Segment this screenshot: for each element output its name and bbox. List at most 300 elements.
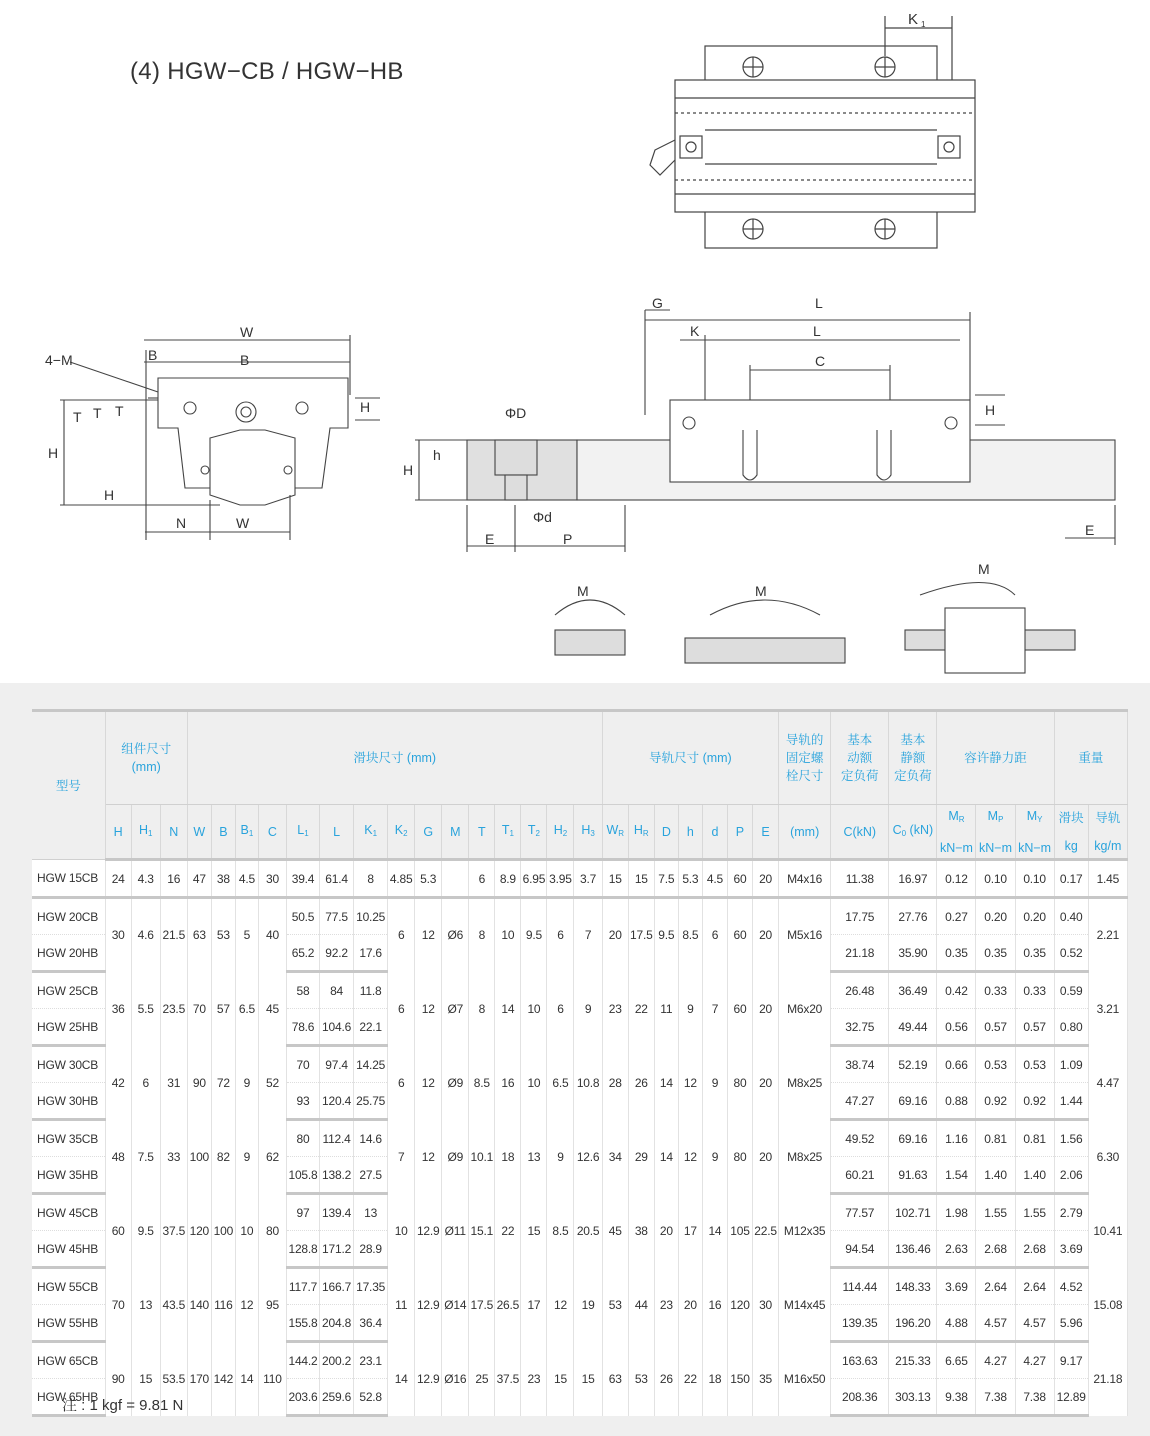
hdr-bolt-unit: (mm) bbox=[779, 805, 831, 860]
svg-text:1: 1 bbox=[921, 20, 926, 29]
cross-section-drawing bbox=[40, 320, 390, 540]
cell-t1: 14 bbox=[495, 972, 521, 1046]
cell-h2: 6 bbox=[547, 898, 574, 972]
cell-my: 1.55 bbox=[1015, 1194, 1054, 1231]
cell-d: 11 bbox=[654, 972, 678, 1046]
model-cell: HGW 65CB bbox=[32, 1342, 105, 1379]
cell-mr: 6.65 bbox=[937, 1342, 976, 1379]
cell-my: 7.38 bbox=[1015, 1379, 1054, 1416]
cell-h: 48 bbox=[105, 1120, 131, 1194]
cell-w: 70 bbox=[187, 972, 211, 1046]
cell-k1: 23.1 bbox=[354, 1342, 388, 1379]
cell-bolt: M4x16 bbox=[779, 860, 831, 898]
cell-l: 259.6 bbox=[320, 1379, 354, 1416]
cell-d: 7 bbox=[702, 972, 727, 1046]
cell-my: 0.81 bbox=[1015, 1120, 1054, 1157]
dim-header-b1: $B_1$ bbox=[235, 805, 258, 860]
cell-w: 90 bbox=[187, 1046, 211, 1120]
cell-h3: 19 bbox=[574, 1268, 602, 1342]
dim-header-wr: $W_R$ bbox=[602, 805, 628, 860]
model-cell: HGW 35CB bbox=[32, 1120, 105, 1157]
cell-my: 4.27 bbox=[1015, 1342, 1054, 1379]
k1-label: K bbox=[908, 11, 919, 28]
cell-my: 2.68 bbox=[1015, 1231, 1054, 1268]
cell-wr: 45 bbox=[602, 1194, 628, 1268]
page-title: (4) HGW−CB / HGW−HB bbox=[130, 58, 404, 85]
cell-m: Ø11 bbox=[442, 1194, 469, 1268]
cell-e: 20 bbox=[753, 1046, 779, 1120]
my-label: M bbox=[978, 561, 990, 577]
cell-hr: 29 bbox=[628, 1120, 654, 1194]
cell-t1: 8.9 bbox=[495, 860, 521, 898]
cell-c0: 196.20 bbox=[889, 1305, 937, 1342]
cell-h: 9 bbox=[678, 972, 702, 1046]
dim-header-d: D bbox=[654, 805, 678, 860]
side-view-drawing bbox=[395, 290, 1125, 560]
hdr-rail: 导轨尺寸 (mm) bbox=[602, 711, 778, 805]
cell-h3: 10.8 bbox=[574, 1046, 602, 1120]
cell-h3: 12.6 bbox=[574, 1120, 602, 1194]
cell-n: 33 bbox=[160, 1120, 187, 1194]
cell-kg: 0.40 bbox=[1054, 898, 1088, 935]
cell-d: 18 bbox=[702, 1342, 727, 1416]
wr-label: W bbox=[236, 515, 250, 531]
h3-label: H bbox=[985, 402, 996, 418]
cell-mr: 0.42 bbox=[937, 972, 976, 1009]
cell-h1: 5.5 bbox=[131, 972, 160, 1046]
cell-l1: 144.2 bbox=[286, 1342, 319, 1379]
cell-t1: 18 bbox=[495, 1120, 521, 1194]
cell-t: 10.1 bbox=[469, 1120, 495, 1194]
cell-b1: 9 bbox=[235, 1046, 258, 1120]
cell-l1: 65.2 bbox=[286, 935, 319, 972]
cell-g: 12 bbox=[415, 972, 442, 1046]
dim-header-h3: $H_3$ bbox=[574, 805, 602, 860]
cell-h3: 9 bbox=[574, 972, 602, 1046]
h-label: H bbox=[48, 445, 59, 461]
cell-k1: 25.75 bbox=[354, 1083, 388, 1120]
cell-d: 7.5 bbox=[654, 860, 678, 898]
cell-mp: 2.64 bbox=[976, 1268, 1015, 1305]
cell-t1: 26.5 bbox=[495, 1268, 521, 1342]
cell-m: Ø6 bbox=[442, 898, 469, 972]
cell-h: 17 bbox=[678, 1194, 702, 1268]
cell-mp: 4.27 bbox=[976, 1342, 1015, 1379]
cell-m: Ø7 bbox=[442, 972, 469, 1046]
cell-d: 20 bbox=[654, 1194, 678, 1268]
cell-t: 8.5 bbox=[469, 1046, 495, 1120]
cell-c0: 102.71 bbox=[889, 1194, 937, 1231]
cell-k1: 17.6 bbox=[354, 935, 388, 972]
cell-k2: 7 bbox=[388, 1120, 415, 1194]
cell-n: 53.5 bbox=[160, 1342, 187, 1416]
cell-l1: 58 bbox=[286, 972, 319, 1009]
hdr-c0-unit: $C_0$ (kN) bbox=[889, 805, 937, 860]
dim-header-m: M bbox=[442, 805, 469, 860]
cell-l: 120.4 bbox=[320, 1083, 354, 1120]
cell-c: 208.36 bbox=[831, 1379, 889, 1416]
cell-l: 92.2 bbox=[320, 935, 354, 972]
cell-e: 20 bbox=[753, 972, 779, 1046]
dim-header-w: W bbox=[187, 805, 211, 860]
cell-e: 30 bbox=[753, 1268, 779, 1342]
cell-l: 166.7 bbox=[320, 1268, 354, 1305]
hr-label: H bbox=[403, 462, 414, 478]
cell-mr: 3.69 bbox=[937, 1268, 976, 1305]
cell-w: 120 bbox=[187, 1194, 211, 1268]
cell-h: 12 bbox=[678, 1046, 702, 1120]
cell-k2: 6 bbox=[388, 972, 415, 1046]
cell-h3: 20.5 bbox=[574, 1194, 602, 1268]
dim-header-d: d bbox=[702, 805, 727, 860]
cell-e: 20 bbox=[753, 860, 779, 898]
b1-label: B bbox=[148, 347, 158, 363]
cell-wr: 15 bbox=[602, 860, 628, 898]
cell-b1: 10 bbox=[235, 1194, 258, 1268]
cell-h: 70 bbox=[105, 1268, 131, 1342]
cell-t2: 17 bbox=[521, 1268, 547, 1342]
cell-wr: 63 bbox=[602, 1342, 628, 1416]
cell-n: 31 bbox=[160, 1046, 187, 1120]
cell-c0: 69.16 bbox=[889, 1120, 937, 1157]
hdr-stat: 基本 静额 定负荷 bbox=[889, 711, 937, 805]
cell-l: 112.4 bbox=[320, 1120, 354, 1157]
cell-c: 163.63 bbox=[831, 1342, 889, 1379]
cell-b: 38 bbox=[211, 860, 235, 898]
cell-c: 32.75 bbox=[831, 1009, 889, 1046]
cell-g: 12.9 bbox=[415, 1268, 442, 1342]
cell-c0: 69.16 bbox=[889, 1083, 937, 1120]
cell-h1: 4.6 bbox=[131, 898, 160, 972]
cell-h: 36 bbox=[105, 972, 131, 1046]
hdr-moment: 容许静力距 bbox=[937, 711, 1054, 805]
cell-c0: 136.46 bbox=[889, 1231, 937, 1268]
hdr-rail_w: 导轨 kg/m bbox=[1088, 805, 1127, 860]
cell-n: 43.5 bbox=[160, 1268, 187, 1342]
cell-c0: 36.49 bbox=[889, 972, 937, 1009]
cell-mp: 1.40 bbox=[976, 1157, 1015, 1194]
l1-label: L bbox=[813, 323, 821, 339]
cell-kgm: 21.18 bbox=[1088, 1342, 1127, 1416]
cell-k1: 27.5 bbox=[354, 1157, 388, 1194]
cell-k2: 11 bbox=[388, 1268, 415, 1342]
cell-bolt: M12x35 bbox=[779, 1194, 831, 1268]
cell-c0: 148.33 bbox=[889, 1268, 937, 1305]
cell-my: 0.35 bbox=[1015, 935, 1054, 972]
cell-mp: 4.57 bbox=[976, 1305, 1015, 1342]
cell-bolt: M16x50 bbox=[779, 1342, 831, 1416]
cell-t2: 15 bbox=[521, 1194, 547, 1268]
hdr-mp: $M_P$ kN−m bbox=[976, 805, 1015, 860]
cell-g: 12.9 bbox=[415, 1194, 442, 1268]
cell-c: 110 bbox=[258, 1342, 286, 1416]
cell-h: 22 bbox=[678, 1342, 702, 1416]
cell-mp: 0.92 bbox=[976, 1083, 1015, 1120]
cell-e: 20 bbox=[753, 898, 779, 972]
cell-k1: 8 bbox=[354, 860, 388, 898]
cell-c: 80 bbox=[258, 1194, 286, 1268]
cell-c: 26.48 bbox=[831, 972, 889, 1009]
cell-h: 20 bbox=[678, 1268, 702, 1342]
cell-h: 90 bbox=[105, 1342, 131, 1416]
cell-c: 49.52 bbox=[831, 1120, 889, 1157]
e-right-label: E bbox=[1085, 522, 1095, 538]
cell-kg: 0.59 bbox=[1054, 972, 1088, 1009]
cell-c0: 52.19 bbox=[889, 1046, 937, 1083]
cell-n: 23.5 bbox=[160, 972, 187, 1046]
cell-k1: 28.9 bbox=[354, 1231, 388, 1268]
model-cell: HGW 30CB bbox=[32, 1046, 105, 1083]
cell-wr: 34 bbox=[602, 1120, 628, 1194]
cell-p: 105 bbox=[727, 1194, 752, 1268]
cell-n: 37.5 bbox=[160, 1194, 187, 1268]
cell-c: 30 bbox=[258, 860, 286, 898]
cell-t1: 37.5 bbox=[495, 1342, 521, 1416]
cell-c: 95 bbox=[258, 1268, 286, 1342]
h1-label: H bbox=[104, 487, 115, 503]
cell-l1: 80 bbox=[286, 1120, 319, 1157]
dimension-header-row bbox=[32, 805, 1128, 860]
dim-header-c: C bbox=[258, 805, 286, 860]
cell-t2: 13 bbox=[521, 1120, 547, 1194]
cell-d: 6 bbox=[702, 898, 727, 972]
cell-kg: 0.80 bbox=[1054, 1009, 1088, 1046]
cell-kg: 2.06 bbox=[1054, 1157, 1088, 1194]
cell-l1: 50.5 bbox=[286, 898, 319, 935]
cell-wr: 20 bbox=[602, 898, 628, 972]
dim-header-g: G bbox=[415, 805, 442, 860]
mr-label: M bbox=[577, 583, 589, 599]
cell-k1: 22.1 bbox=[354, 1009, 388, 1046]
cell-my: 0.57 bbox=[1015, 1009, 1054, 1046]
cell-mr: 0.88 bbox=[937, 1083, 976, 1120]
cell-h2: 6.5 bbox=[547, 1046, 574, 1120]
cell-l1: 70 bbox=[286, 1046, 319, 1083]
cell-b1: 6.5 bbox=[235, 972, 258, 1046]
cell-my: 0.33 bbox=[1015, 972, 1054, 1009]
cell-g: 12 bbox=[415, 1046, 442, 1120]
cell-h2: 6 bbox=[547, 972, 574, 1046]
cell-h: 42 bbox=[105, 1046, 131, 1120]
cell-l1: 128.8 bbox=[286, 1231, 319, 1268]
cell-h: 8.5 bbox=[678, 898, 702, 972]
cell-k1: 14.6 bbox=[354, 1120, 388, 1157]
spec-table-body bbox=[32, 860, 1128, 1416]
hdr-assembly: 组件尺寸 (mm) bbox=[105, 711, 187, 805]
cell-c0: 91.63 bbox=[889, 1157, 937, 1194]
cell-my: 0.10 bbox=[1015, 860, 1054, 898]
cell-mr: 0.12 bbox=[937, 860, 976, 898]
cell-h: 24 bbox=[105, 860, 131, 898]
c-label: C bbox=[815, 353, 826, 369]
cell-kgm: 10.41 bbox=[1088, 1194, 1127, 1268]
b-label: B bbox=[240, 352, 250, 368]
e-left-label: E bbox=[485, 531, 495, 547]
cell-l: 171.2 bbox=[320, 1231, 354, 1268]
cell-t1: 16 bbox=[495, 1046, 521, 1120]
cell-mp: 1.55 bbox=[976, 1194, 1015, 1231]
cell-c0: 49.44 bbox=[889, 1009, 937, 1046]
hdr-mr: $M_R$ kN−m bbox=[937, 805, 976, 860]
cell-d: 9 bbox=[702, 1046, 727, 1120]
cell-l: 104.6 bbox=[320, 1009, 354, 1046]
cell-c: 94.54 bbox=[831, 1231, 889, 1268]
cell-t2: 10 bbox=[521, 972, 547, 1046]
cell-kg: 3.69 bbox=[1054, 1231, 1088, 1268]
dim-header-t: T bbox=[469, 805, 495, 860]
cell-wr: 28 bbox=[602, 1046, 628, 1120]
model-cell: HGW 45CB bbox=[32, 1194, 105, 1231]
cell-mp: 0.53 bbox=[976, 1046, 1015, 1083]
cell-n: 16 bbox=[160, 860, 187, 898]
dim-header-k2: $K_2$ bbox=[388, 805, 415, 860]
cell-c0: 303.13 bbox=[889, 1379, 937, 1416]
cell-d: 14 bbox=[702, 1194, 727, 1268]
cell-kgm: 2.21 bbox=[1088, 898, 1127, 972]
model-cell: HGW 25CB bbox=[32, 972, 105, 1009]
cell-kg: 1.44 bbox=[1054, 1083, 1088, 1120]
cell-kgm: 1.45 bbox=[1088, 860, 1127, 898]
n-label: N bbox=[176, 515, 187, 531]
cell-b1: 14 bbox=[235, 1342, 258, 1416]
dim-header-h2: $H_2$ bbox=[547, 805, 574, 860]
cell-k1: 13 bbox=[354, 1194, 388, 1231]
cell-c0: 215.33 bbox=[889, 1342, 937, 1379]
cell-mp: 0.10 bbox=[976, 860, 1015, 898]
w-label: W bbox=[240, 324, 254, 340]
cell-bolt: M8x25 bbox=[779, 1046, 831, 1120]
cell-c: 40 bbox=[258, 898, 286, 972]
cell-mr: 0.27 bbox=[937, 898, 976, 935]
cell-kg: 5.96 bbox=[1054, 1305, 1088, 1342]
table-row bbox=[32, 1046, 1128, 1083]
dim-header-p: P bbox=[727, 805, 752, 860]
cell-t2: 10 bbox=[521, 1046, 547, 1120]
cell-kgm: 15.08 bbox=[1088, 1268, 1127, 1342]
hdr-slider: 滑块 kg bbox=[1054, 805, 1088, 860]
cell-l: 61.4 bbox=[320, 860, 354, 898]
dim-header-t2: $T_2$ bbox=[521, 805, 547, 860]
phi-d-small-label: Φd bbox=[533, 509, 552, 525]
cell-mp: 2.68 bbox=[976, 1231, 1015, 1268]
cell-t2: 6.95 bbox=[521, 860, 547, 898]
cell-mr: 4.88 bbox=[937, 1305, 976, 1342]
cell-k2: 14 bbox=[388, 1342, 415, 1416]
hdr-block: 滑块尺寸 (mm) bbox=[187, 711, 602, 805]
t1-label: T bbox=[73, 409, 82, 425]
cell-b1: 9 bbox=[235, 1120, 258, 1194]
cell-wr: 23 bbox=[602, 972, 628, 1046]
cell-l1: 105.8 bbox=[286, 1157, 319, 1194]
cell-w: 100 bbox=[187, 1120, 211, 1194]
table-row bbox=[32, 860, 1128, 898]
model-cell: HGW 65HB bbox=[32, 1379, 105, 1416]
cell-b: 53 bbox=[211, 898, 235, 972]
cell-mr: 0.56 bbox=[937, 1009, 976, 1046]
table-row bbox=[32, 972, 1128, 1009]
cell-mp: 0.35 bbox=[976, 935, 1015, 972]
cell-c: 77.57 bbox=[831, 1194, 889, 1231]
cell-kg: 4.52 bbox=[1054, 1268, 1088, 1305]
cell-c0: 16.97 bbox=[889, 860, 937, 898]
model-cell: HGW 20CB bbox=[32, 898, 105, 935]
cell-kgm: 4.47 bbox=[1088, 1046, 1127, 1120]
cell-l: 97.4 bbox=[320, 1046, 354, 1083]
cell-d: 9.5 bbox=[654, 898, 678, 972]
model-cell: HGW 45HB bbox=[32, 1231, 105, 1268]
cell-w: 47 bbox=[187, 860, 211, 898]
cell-hr: 44 bbox=[628, 1268, 654, 1342]
cell-t: 8 bbox=[469, 898, 495, 972]
cell-kg: 1.09 bbox=[1054, 1046, 1088, 1083]
cell-t2: 9.5 bbox=[521, 898, 547, 972]
cell-h3: 15 bbox=[574, 1342, 602, 1416]
cell-c: 21.18 bbox=[831, 935, 889, 972]
cell-l: 138.2 bbox=[320, 1157, 354, 1194]
cell-p: 60 bbox=[727, 860, 752, 898]
model-cell: HGW 25HB bbox=[32, 1009, 105, 1046]
t2-label: T bbox=[93, 405, 102, 421]
cell-t1: 22 bbox=[495, 1194, 521, 1268]
cell-b1: 12 bbox=[235, 1268, 258, 1342]
hdr-model: 型号 bbox=[32, 711, 105, 860]
table-row bbox=[32, 1120, 1128, 1157]
cell-kg: 2.79 bbox=[1054, 1194, 1088, 1231]
table-row bbox=[32, 1194, 1128, 1231]
cell-h1: 15 bbox=[131, 1342, 160, 1416]
cell-h: 30 bbox=[105, 898, 131, 972]
l-label: L bbox=[815, 295, 823, 311]
cell-kg: 9.17 bbox=[1054, 1342, 1088, 1379]
cell-kgm: 3.21 bbox=[1088, 972, 1127, 1046]
cell-b1: 4.5 bbox=[235, 860, 258, 898]
cell-g: 12 bbox=[415, 1120, 442, 1194]
cell-kgm: 6.30 bbox=[1088, 1120, 1127, 1194]
cell-h1: 9.5 bbox=[131, 1194, 160, 1268]
cell-e: 35 bbox=[753, 1342, 779, 1416]
cell-l: 200.2 bbox=[320, 1342, 354, 1379]
cell-p: 80 bbox=[727, 1046, 752, 1120]
table-row bbox=[32, 1342, 1128, 1379]
cell-t: 8 bbox=[469, 972, 495, 1046]
cell-m bbox=[442, 860, 469, 898]
cell-e: 20 bbox=[753, 1120, 779, 1194]
cell-h2: 8.5 bbox=[547, 1194, 574, 1268]
unit-note: 注 : 1 kgf = 9.81 N bbox=[62, 1397, 184, 1414]
cell-hr: 38 bbox=[628, 1194, 654, 1268]
cell-h2: 9 bbox=[547, 1120, 574, 1194]
dim-header-b: B bbox=[211, 805, 235, 860]
cell-h: 12 bbox=[678, 1120, 702, 1194]
cell-hr: 22 bbox=[628, 972, 654, 1046]
cell-kg: 0.52 bbox=[1054, 935, 1088, 972]
cell-mp: 0.33 bbox=[976, 972, 1015, 1009]
cell-t: 6 bbox=[469, 860, 495, 898]
cell-b: 57 bbox=[211, 972, 235, 1046]
cell-k1: 17.35 bbox=[354, 1268, 388, 1305]
cell-h1: 7.5 bbox=[131, 1120, 160, 1194]
cell-hr: 26 bbox=[628, 1046, 654, 1120]
cell-my: 0.20 bbox=[1015, 898, 1054, 935]
g-label: G bbox=[652, 295, 663, 311]
cell-l1: 203.6 bbox=[286, 1379, 319, 1416]
cell-h2: 12 bbox=[547, 1268, 574, 1342]
cell-t2: 23 bbox=[521, 1342, 547, 1416]
cell-h2: 3.95 bbox=[547, 860, 574, 898]
moment-diagrams bbox=[540, 560, 1080, 675]
cell-e: 22.5 bbox=[753, 1194, 779, 1268]
cell-k2: 6 bbox=[388, 1046, 415, 1120]
